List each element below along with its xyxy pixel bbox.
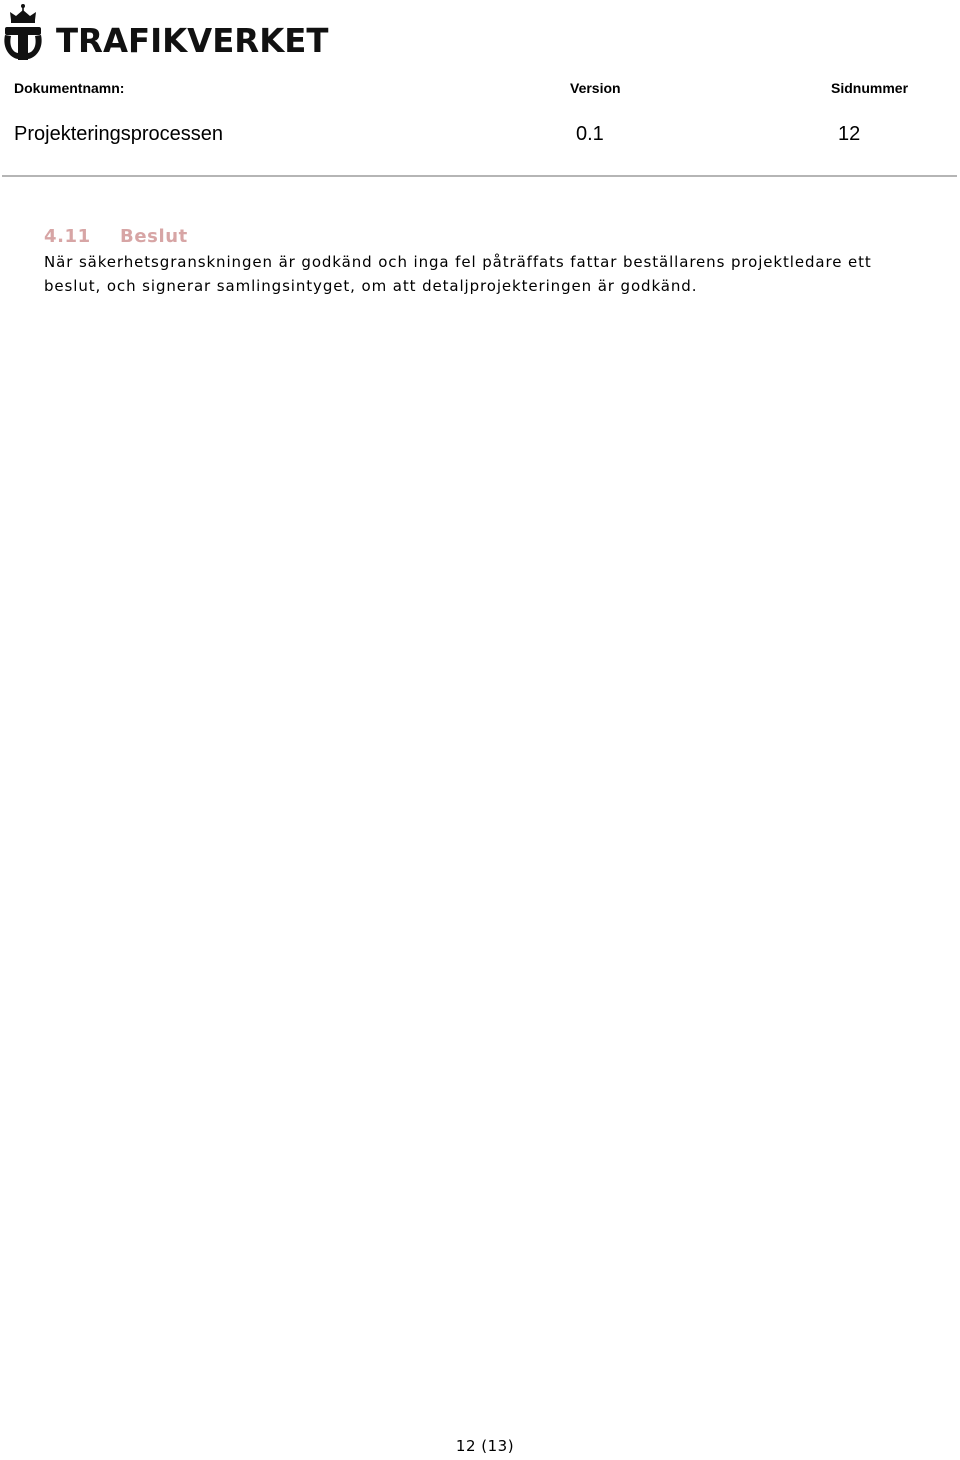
crowned-t-emblem-icon (2, 3, 44, 63)
section-heading (44, 226, 188, 247)
trafikverket-logo (2, 2, 329, 64)
version-label: Version (570, 80, 621, 96)
version-value: 0.1 (576, 123, 604, 145)
logo-wordmark: TRAFIKVERKET (56, 20, 329, 60)
section-body-paragraph: När säkerhetsgranskningen är godkänd och inga fel påträffats fattar beställarens projektledare ett beslut, och signerar samlingsintyget, om att detaljprojekteringen är godkänd. (44, 253, 872, 295)
section-number: 4.11 (44, 226, 91, 247)
footer-page-indicator: 12 (13) (455, 1437, 515, 1455)
header-divider (2, 175, 957, 177)
section-title: Beslut (120, 226, 188, 247)
page-number-value: 12 (838, 123, 861, 145)
document-name-label: Dokumentnamn: (14, 80, 125, 96)
document-name-value: Projekteringsprocessen (14, 123, 223, 145)
page-number-label: Sidnummer (831, 80, 909, 96)
